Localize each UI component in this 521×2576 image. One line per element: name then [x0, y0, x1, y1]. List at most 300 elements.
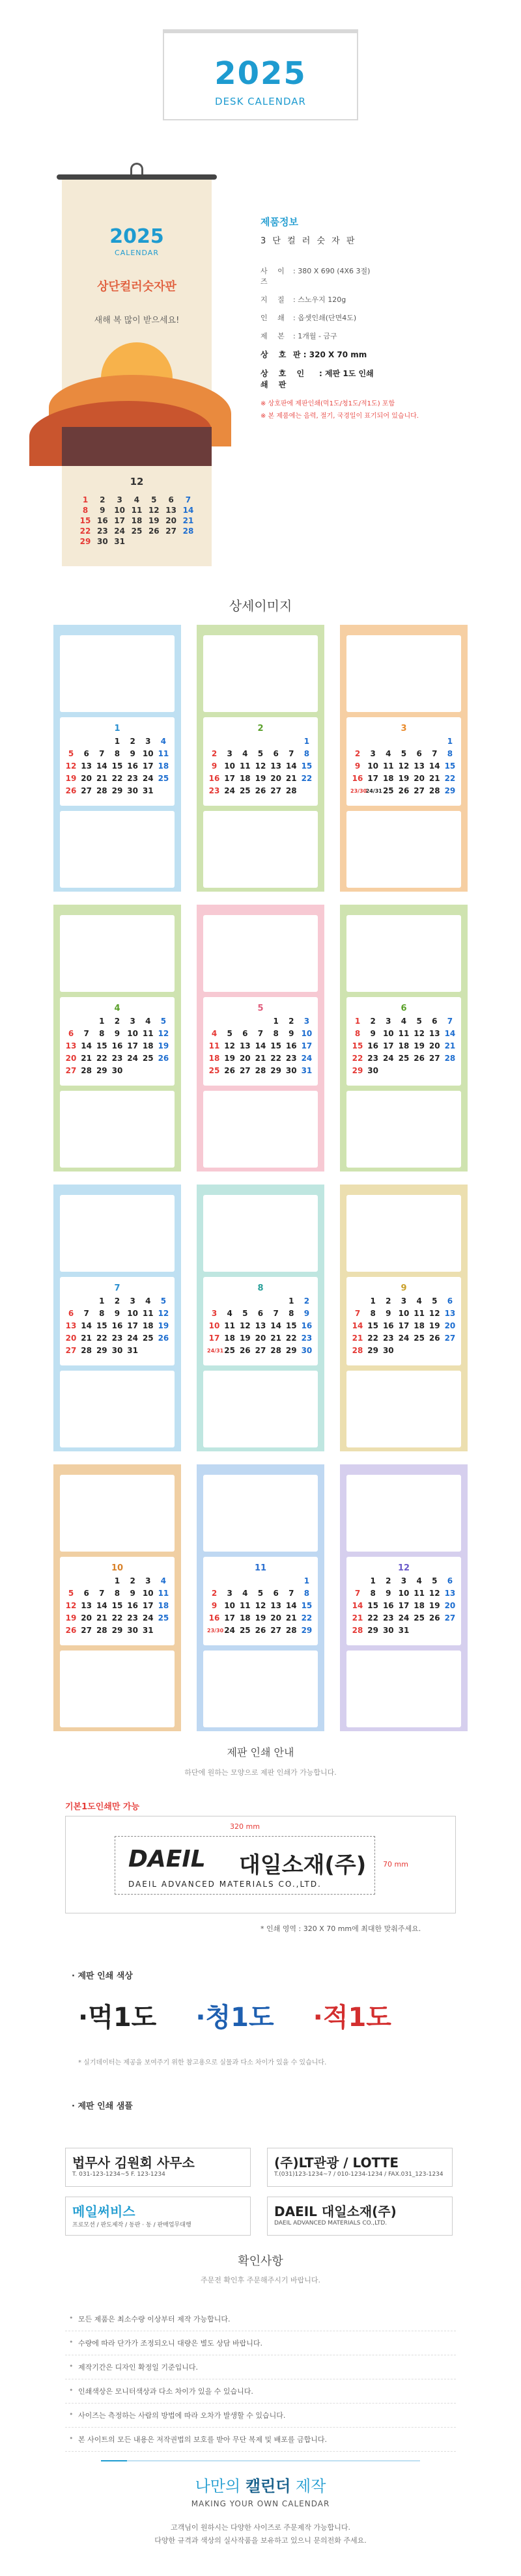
thumb-day: 30: [285, 1066, 297, 1075]
prev-month-pane: [60, 635, 175, 712]
thumb-day: 26: [158, 1334, 169, 1343]
thumb-day: 17: [367, 774, 378, 783]
check-list: [65, 2307, 456, 2452]
next-month-pane: [346, 1651, 461, 1727]
thumb-day: 29: [367, 1626, 378, 1635]
thumb-day: 19: [239, 1334, 251, 1343]
thumb-day: 28: [81, 1346, 92, 1355]
color-option: ·적1도: [313, 2003, 391, 2033]
thumb-day: [397, 1345, 411, 1357]
prev-month-pane: [203, 1195, 318, 1272]
sample-name: (주)LT관광 / LOTTE: [274, 2155, 399, 2171]
thumb-day: 1: [114, 737, 120, 746]
thumb-week-row: [64, 1028, 171, 1040]
thumb-week-row: [207, 1587, 314, 1600]
thumb-day: [300, 785, 314, 797]
thumb-day: 15: [352, 1041, 363, 1050]
thumb-day: 3: [130, 1017, 135, 1026]
thumb-week-row: [350, 1587, 457, 1600]
thumb-month: 8: [257, 1283, 264, 1293]
thumb-day: 4: [227, 1309, 232, 1318]
thumb-day: [253, 1295, 268, 1308]
thumb-day: [427, 735, 442, 748]
thumb-day: 21: [81, 1334, 92, 1343]
thumb-day: 22: [96, 1054, 107, 1063]
thumb-day: 23: [285, 1054, 297, 1063]
thumb-day: 15: [270, 1041, 281, 1050]
thumb-day: [238, 1295, 252, 1308]
thumb-day: [397, 735, 411, 748]
thumb-day: 20: [270, 1613, 281, 1623]
spec-row: [260, 312, 508, 323]
thumb-day: 25: [158, 1613, 169, 1623]
prev-month-pane: [346, 915, 461, 992]
thumb-day: 31: [127, 1346, 138, 1355]
thumb-day: 29: [285, 1346, 297, 1355]
thumb-day: 14: [81, 1041, 92, 1050]
cover-day: 6: [168, 495, 174, 504]
thumb-day: [238, 735, 252, 748]
thumb-day: 31: [398, 1626, 410, 1635]
cover-day: [130, 537, 144, 546]
spec-key: 인 쇄: [260, 314, 289, 322]
thumb-day: 6: [447, 1576, 453, 1585]
current-month-pane: [203, 997, 318, 1086]
thumb-week-row: [350, 1332, 457, 1345]
check-item: • 수량에 따라 단가가 조정되오니 대량은 별도 상담 바랍니다.: [65, 2331, 456, 2355]
thumb-day: 17: [398, 1601, 410, 1610]
thumb-day: [207, 1575, 221, 1587]
thumb-day: 21: [352, 1334, 363, 1343]
thumb-day: 21: [96, 1613, 107, 1623]
thumb-day: 23: [127, 774, 138, 783]
next-month-pane: [60, 1371, 175, 1447]
cover-day: 12: [148, 506, 160, 515]
thumb-day: 27: [414, 786, 425, 795]
thumb-day: [284, 735, 298, 748]
logo-block: [115, 1822, 408, 1895]
cover-day: 15: [79, 516, 91, 525]
cover-day: 21: [182, 516, 194, 525]
print-sample: [65, 2148, 251, 2187]
hill-illustration: [62, 427, 212, 466]
info-note: ※ 본 제품에는 음력, 절기, 국경일이 표기되어 있습니다.: [260, 413, 419, 420]
thumb-day: 6: [83, 749, 89, 758]
thumb-day: [238, 1015, 252, 1028]
spec-row: [260, 294, 508, 305]
thumb-day: 5: [227, 1029, 232, 1038]
thumb-day: 8: [289, 1309, 294, 1318]
sample-detail: DAEIL ADVANCED MATERIALS CO.,LTD.: [274, 2220, 387, 2227]
thumb-day: [443, 1624, 457, 1637]
thumb-day: 17: [382, 1041, 394, 1050]
cover-day: 16: [96, 516, 108, 525]
thumb-day: 11: [142, 1309, 154, 1318]
thumb-day: 13: [255, 1321, 266, 1330]
thumb-day: 14: [352, 1601, 363, 1610]
prev-month-pane: [60, 1475, 175, 1552]
thumb-day: 27: [444, 1613, 456, 1623]
spec-value: : 380 X 690 (4X6 3절): [293, 267, 371, 275]
guide-title: 제판 인쇄 안내: [227, 1746, 294, 1759]
thumb-day: 6: [432, 1017, 438, 1026]
color-option: ·청1도: [195, 2003, 274, 2033]
thumb-day: 24: [224, 786, 235, 795]
thumb-week-row: [207, 785, 314, 797]
current-month-pane: [346, 1557, 461, 1645]
cover-day: 26: [148, 527, 160, 536]
cover-day: 31: [114, 537, 125, 546]
thumb-month: 7: [114, 1283, 120, 1293]
thumb-day: [397, 1065, 411, 1077]
cover-day: 25: [131, 527, 143, 536]
thumb-day: 20: [81, 1613, 92, 1623]
header-subtitle: DESK CALENDAR: [215, 96, 306, 107]
cover-title: 상단컬러숫자판: [97, 280, 176, 294]
thumb-day: 4: [145, 1017, 151, 1026]
thumb-day: 18: [142, 1321, 154, 1330]
thumb-day: 2: [130, 737, 135, 746]
thumb-day: 23/30: [207, 1628, 224, 1634]
thumb-day: 8: [114, 749, 120, 758]
thumb-day: 10: [208, 1321, 220, 1330]
thumb-day: 31: [142, 1626, 154, 1635]
thumb-day: 8: [273, 1029, 279, 1038]
thumb-day: 10: [301, 1029, 313, 1038]
thumb-day: 2: [386, 1296, 391, 1306]
thumb-day: 19: [224, 1054, 235, 1063]
calendar-thumb-7: [53, 1185, 181, 1451]
check-title: 확인사항: [238, 2254, 283, 2268]
thumb-day: 22: [285, 1334, 297, 1343]
next-month-pane: [203, 1651, 318, 1727]
thumb-day: 10: [224, 761, 235, 771]
thumb-day: 14: [96, 1601, 107, 1610]
thumb-week-row: [64, 1015, 171, 1028]
cover-day: 18: [131, 516, 143, 525]
thumb-day: [366, 735, 380, 748]
thumb-day: 15: [301, 761, 313, 771]
next-month-pane: [60, 1651, 175, 1727]
thumb-day: 29: [270, 1066, 281, 1075]
thumb-day: 17: [142, 1601, 154, 1610]
cover-week-row: [78, 495, 195, 504]
thumb-day: 27: [444, 1334, 456, 1343]
spec-value: : 스노우지 120g: [293, 295, 346, 304]
cover-day: 3: [117, 495, 122, 504]
thumb-day: 7: [83, 1029, 89, 1038]
thumb-day: 10: [224, 1601, 235, 1610]
thumb-day: 24: [398, 1613, 410, 1623]
cover-day: 2: [100, 495, 106, 504]
thumb-week-row: [350, 1575, 457, 1587]
custom-line-1: 고객님이 원하시는 다양한 사이즈로 주문제작 가능합니다.: [170, 2523, 350, 2532]
thumb-day: 22: [301, 1613, 313, 1623]
thumb-day: 28: [429, 786, 440, 795]
thumb-day: 2: [370, 1017, 376, 1026]
thumb-week-row: [207, 1600, 314, 1612]
spec-key: 지 질: [260, 295, 289, 304]
thumb-day: 15: [285, 1321, 297, 1330]
prev-month-pane: [203, 635, 318, 712]
calendar-cover: [62, 180, 212, 566]
thumb-day: 3: [211, 1309, 218, 1318]
thumb-day: [79, 1015, 94, 1028]
thumb-day: 30: [127, 1626, 138, 1635]
thumb-day: 25: [224, 1346, 235, 1355]
thumb-day: 26: [429, 1613, 440, 1623]
spec-value: 판 : 320 X 70 mm: [293, 350, 367, 359]
thumb-week-row: [64, 1345, 171, 1357]
thumb-day: 20: [270, 774, 281, 783]
thumb-day: 1: [99, 1296, 105, 1306]
custom-order-box: [101, 2460, 420, 2558]
cover-day: 19: [148, 516, 160, 525]
thumb-day: [412, 735, 427, 748]
thumb-day: 6: [68, 1309, 74, 1318]
thumb-day: 12: [224, 1041, 235, 1050]
thumb-day: 24: [142, 1613, 154, 1623]
thumb-day: 30: [127, 786, 138, 795]
thumb-day: 4: [386, 749, 391, 758]
thumb-day: 27: [65, 1066, 77, 1075]
thumb-day: 6: [416, 749, 422, 758]
thumb-day: 12: [158, 1029, 169, 1038]
thumb-day: 20: [239, 1054, 251, 1063]
thumb-day: 10: [127, 1029, 138, 1038]
logo-mark: DAEIL: [128, 1846, 206, 1872]
current-month-pane: [203, 717, 318, 806]
custom-line-2: 다양한 규격과 색상의 실사작품을 보유하고 있으니 문의전화 주세요.: [154, 2536, 367, 2545]
thumb-week-row: [207, 1612, 314, 1624]
thumb-day: 5: [432, 1296, 438, 1306]
thumb-day: 31: [301, 1066, 313, 1075]
custom-subtitle: MAKING YOUR OWN CALENDAR: [191, 2499, 330, 2508]
thumb-day: 7: [447, 1017, 453, 1026]
thumb-day: 10: [398, 1589, 410, 1598]
color-option: ·먹1도: [78, 2003, 157, 2033]
calendar-thumb-3: [340, 625, 468, 892]
thumb-week-row: [207, 735, 314, 748]
thumb-day: 24: [127, 1054, 138, 1063]
thumb-day: 6: [273, 1589, 279, 1598]
thumb-day: [284, 1575, 298, 1587]
thumb-day: 5: [432, 1576, 438, 1585]
thumb-day: 23: [382, 1613, 394, 1623]
next-month-pane: [60, 1091, 175, 1168]
thumb-day: 12: [429, 1309, 440, 1318]
thumb-day: 6: [257, 1309, 264, 1318]
thumb-day: [79, 1575, 94, 1587]
thumb-day: 12: [158, 1309, 169, 1318]
check-desc: 주문전 확인후 주문해주시기 바랍니다.: [200, 2276, 320, 2284]
cover-day: 8: [82, 506, 89, 515]
thumb-day: [350, 1575, 365, 1587]
thumb-day: [223, 735, 237, 748]
thumb-week-row: [64, 1575, 171, 1587]
thumb-day: 3: [386, 1017, 391, 1026]
thumb-week-row: [350, 1028, 457, 1040]
thumb-day: 20: [65, 1334, 77, 1343]
thumb-day: 25: [142, 1334, 154, 1343]
thumb-week-row: [64, 1320, 171, 1332]
thumb-day: 23: [111, 1334, 123, 1343]
thumb-day: 24: [142, 774, 154, 783]
thumb-week-row: [64, 1332, 171, 1345]
thumb-day: 19: [255, 774, 266, 783]
thumb-day: [141, 1065, 155, 1077]
thumb-day: 17: [208, 1334, 220, 1343]
thumb-day: 28: [255, 1066, 266, 1075]
thumb-day: [269, 1295, 283, 1308]
thumb-day: 5: [160, 1296, 167, 1306]
thumb-day: 22: [444, 774, 456, 783]
product-image: [62, 163, 212, 566]
thumb-month: 5: [257, 1004, 264, 1013]
calendar-thumb-8: [197, 1185, 324, 1451]
current-month-pane: [203, 1277, 318, 1365]
thumb-day: 4: [160, 1576, 167, 1585]
thumb-day: 24: [224, 1626, 235, 1635]
thumb-week-row: [350, 1308, 457, 1320]
check-item: • 제작기간은 디자인 확정일 기준입니다.: [65, 2355, 456, 2379]
thumb-week-row: [64, 1612, 171, 1624]
sample-heading: · 제판 인쇄 샘플: [72, 2102, 133, 2111]
thumb-day: [269, 1575, 283, 1587]
cover-day: 9: [100, 506, 106, 515]
thumb-day: 16: [367, 1041, 378, 1050]
thumb-day: 17: [224, 1613, 235, 1623]
thumb-day: 3: [145, 1576, 151, 1585]
thumb-day: 14: [429, 761, 440, 771]
thumb-day: 22: [301, 774, 313, 783]
thumb-day: 23: [367, 1054, 378, 1063]
current-month-pane: [346, 717, 461, 806]
thumb-week-row: [207, 1575, 314, 1587]
cover-week-row: [78, 506, 195, 515]
thumb-day: 8: [354, 1029, 361, 1038]
thumb-day: 15: [367, 1321, 378, 1330]
thumb-day: 21: [429, 774, 440, 783]
logo-korean: 대일소재(주): [239, 1852, 367, 1878]
thumb-week-row: [64, 1587, 171, 1600]
thumb-day: 16: [285, 1041, 297, 1050]
thumb-day: 12: [65, 1601, 77, 1610]
thumb-day: 18: [208, 1054, 220, 1063]
thumb-day: 9: [211, 761, 218, 771]
cover-day: 29: [79, 537, 91, 546]
thumb-day: [64, 1575, 78, 1587]
thumb-day: 30: [111, 1066, 123, 1075]
thumb-week-row: [207, 1308, 314, 1320]
thumb-day: [381, 1065, 395, 1077]
current-month-pane: [60, 1557, 175, 1645]
thumb-week-row: [207, 1040, 314, 1052]
thumb-week-row: [350, 1624, 457, 1637]
thumb-day: 29: [301, 1626, 313, 1635]
thumb-day: 5: [68, 1589, 74, 1598]
thumb-day: 7: [83, 1309, 89, 1318]
thumb-day: 9: [354, 761, 361, 771]
cover-day: [164, 537, 178, 546]
thumb-day: 3: [145, 737, 151, 746]
thumb-day: 27: [239, 1066, 251, 1075]
thumb-day: 2: [289, 1017, 294, 1026]
thumb-day: 21: [444, 1041, 456, 1050]
thumb-week-row: [350, 1040, 457, 1052]
thumb-day: 5: [257, 1589, 264, 1598]
thumb-week-row: [350, 760, 457, 773]
thumb-day: 2: [354, 749, 361, 758]
thumb-day: [94, 735, 109, 748]
thumb-day: [350, 1295, 365, 1308]
cover-week-row: [78, 516, 195, 525]
thumb-day: [64, 735, 78, 748]
thumb-week-row: [64, 1308, 171, 1320]
thumb-month: 3: [401, 724, 407, 733]
thumb-day: 6: [68, 1029, 74, 1038]
thumb-day: [141, 1345, 155, 1357]
spec-row: [260, 349, 508, 360]
thumb-day: [350, 735, 365, 748]
thumb-day: 13: [270, 1601, 281, 1610]
prev-month-pane: [60, 915, 175, 992]
print-sample: [65, 2197, 251, 2236]
cover-day: 11: [131, 506, 143, 515]
thumb-week-row: [350, 1295, 457, 1308]
color-note: * 실기데이터는 제공을 보여주기 위한 참고용으로 실물과 다소 차이가 있을 수 있습니다.: [78, 2059, 327, 2066]
spec-row: [260, 331, 508, 341]
thumb-day: 11: [208, 1041, 220, 1050]
thumb-day: 27: [65, 1346, 77, 1355]
next-month-pane: [346, 811, 461, 888]
thumb-week-row: [350, 1320, 457, 1332]
thumb-day: [79, 735, 94, 748]
thumb-day: [94, 1575, 109, 1587]
thumb-week-row: [207, 1320, 314, 1332]
thumb-day: 1: [370, 1576, 376, 1585]
thumb-day: 18: [142, 1041, 154, 1050]
thumb-day: 2: [211, 749, 218, 758]
cover-day: 4: [134, 495, 140, 504]
thumb-day: 17: [301, 1041, 313, 1050]
thumb-month: 10: [111, 1563, 124, 1573]
thumb-day: 29: [352, 1066, 363, 1075]
thumb-day: 5: [416, 1017, 422, 1026]
thumb-day: 21: [255, 1054, 266, 1063]
thumb-day: 20: [81, 774, 92, 783]
thumb-day: 19: [65, 774, 77, 783]
thumb-month: 12: [397, 1563, 410, 1573]
thumb-day: 9: [386, 1589, 391, 1598]
check-item: • 사이즈는 측정하는 사람의 방법에 따라 오차가 발생할 수 있습니다.: [65, 2404, 456, 2428]
thumb-day: 5: [68, 749, 74, 758]
thumb-day: 25: [158, 774, 169, 783]
thumb-day: [253, 1575, 268, 1587]
prev-month-pane: [203, 1475, 318, 1552]
thumb-day: [223, 1575, 237, 1587]
thumb-day: 29: [111, 1626, 123, 1635]
thumb-day: 17: [398, 1321, 410, 1330]
thumb-day: 26: [65, 1626, 77, 1635]
thumb-day: 29: [96, 1346, 107, 1355]
thumb-day: 27: [270, 1626, 281, 1635]
thumb-day: [79, 1295, 94, 1308]
thumb-day: [156, 1624, 171, 1637]
thumb-day: 12: [414, 1029, 425, 1038]
thumb-day: 15: [301, 1601, 313, 1610]
thumb-day: 14: [255, 1041, 266, 1050]
